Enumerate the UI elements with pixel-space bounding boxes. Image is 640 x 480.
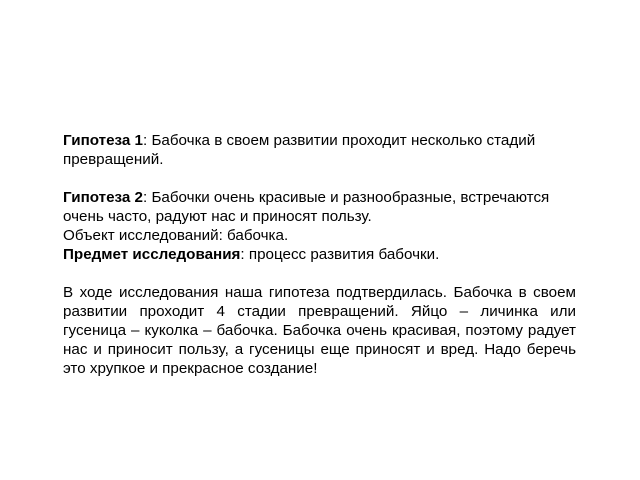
slide-text-block [63, 131, 576, 378]
spacer [63, 264, 576, 283]
spacer [63, 169, 576, 188]
research-subject-text: : процесс развития бабочки. [240, 246, 440, 263]
research-subject-label: Предмет исследования [63, 246, 241, 263]
hypothesis-2-text: : Бабочки очень красивые и разнообразные, встречаются очень часто, радуют нас и приносят пользу. [63, 189, 550, 225]
research-subject [63, 245, 576, 264]
hypothesis-1-label: Гипотеза 1 [63, 132, 143, 149]
hypothesis-2-label: Гипотеза 2 [63, 189, 143, 206]
hypothesis-2 [63, 188, 576, 226]
hypothesis-1 [63, 131, 576, 169]
hypothesis-1-text: : Бабочка в своем развитии проходит несколько стадий превращений. [63, 132, 536, 168]
research-object-text: Объект исследований: бабочка. [63, 227, 289, 244]
conclusion-text: В ходе исследования наша гипотеза подтвердилась. Бабочка в своем развитии проходит 4 стадии превращений. Яйцо – личинка или гусеница – куколка – бабочка. Бабочка очень красивая, поэтому радует нас и приносит пользу, а гусеницы еще приносят и вред. Надо беречь это хрупкое и прекрасное создание! [63, 284, 576, 377]
research-object [63, 226, 576, 245]
conclusion [63, 283, 576, 378]
